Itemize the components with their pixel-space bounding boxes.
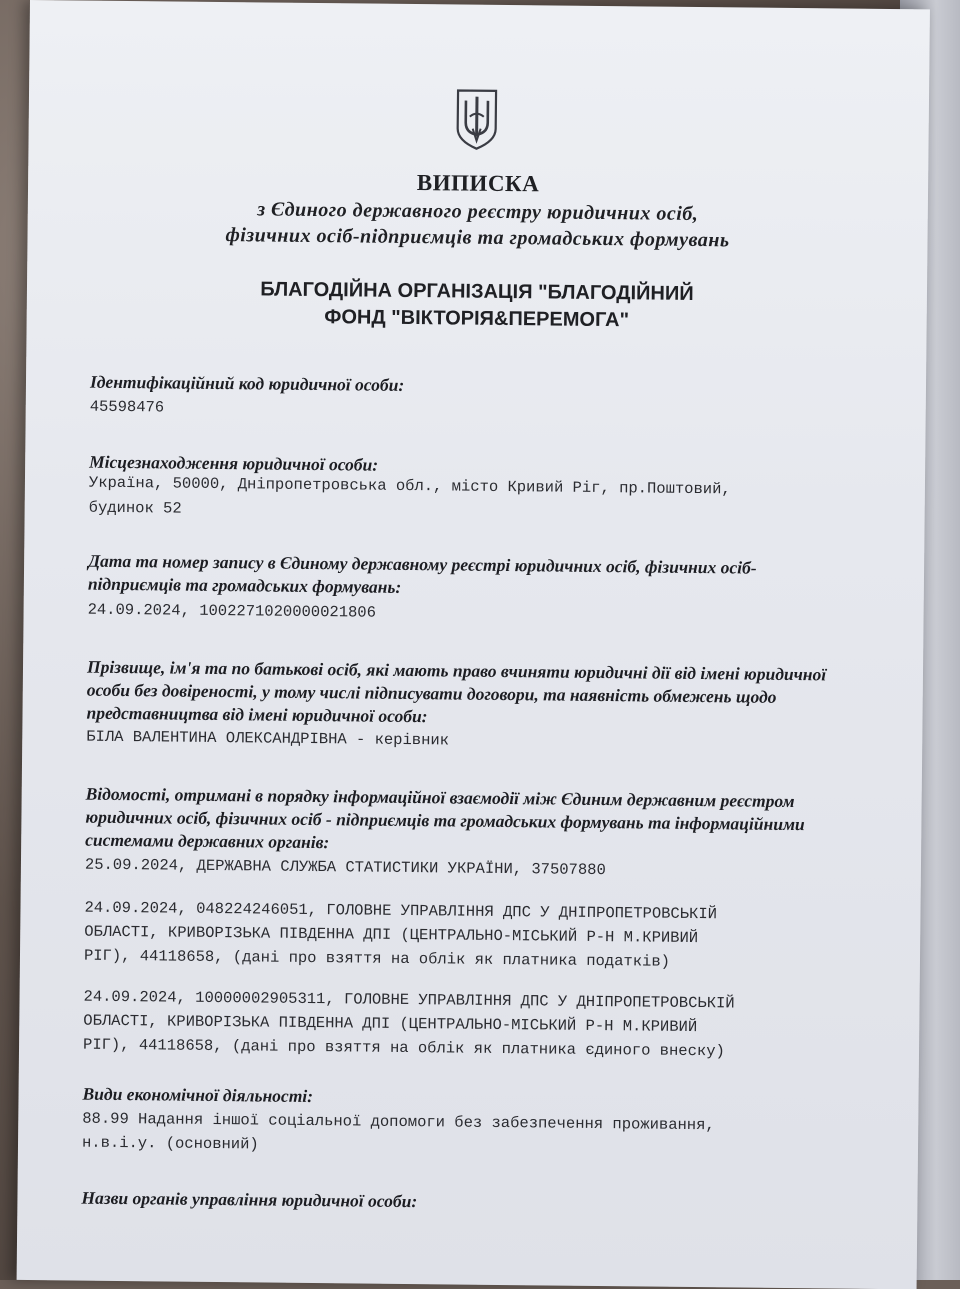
registration-value: 24.09.2024, 1002271020000021806 — [87, 600, 377, 622]
id-code-value: 45598476 — [89, 397, 165, 417]
info-exchange-entry3-line3: РІГ), 44118658, (дані про взяття на облік як платника єдиного внеску) — [82, 1035, 725, 1061]
location-label: Місцезнаходження юридичної особи: — [89, 451, 379, 475]
trident-emblem-icon — [453, 88, 500, 150]
governing-bodies-label: Назви органів управління юридичної особи: — [81, 1187, 418, 1212]
authorized-label-line2: особи без довіреності, у тому числі підписувати договори, та наявність обмежень щодо — [86, 679, 777, 707]
info-exchange-label-line3: системами державних органів: — [85, 829, 330, 853]
document-subheading-line2: фізичних осіб-підприємців та громадських формувань — [225, 224, 730, 252]
info-exchange-entry3-line2: ОБЛАСТІ, КРИВОРІЗЬКА ПІВДЕННА ДПІ (ЦЕНТРАЛЬНО-МІСЬКИЙ Р-Н М.КРИВИЙ — [83, 1011, 698, 1037]
location-value-line1: Україна, 50000, Дніпропетровська обл., місто Кривий Ріг, пр.Поштовий, — [88, 473, 731, 499]
info-exchange-label-line1: Відомості, отримані в порядку інформаційної взаємодії між Єдиним державним реєстром — [85, 783, 795, 812]
location-value-line2: будинок 52 — [88, 498, 182, 518]
info-exchange-entry2-line1: 24.09.2024, 048224246051, ГОЛОВНЕ УПРАВЛІННЯ ДПС У ДНІПРОПЕТРОВСЬКІЙ — [84, 898, 718, 924]
authorized-value: БІЛА ВАЛЕНТИНА ОЛЕКСАНДРІВНА - керівник — [86, 727, 450, 750]
info-exchange-label-line2: юридичних осіб, фізичних осіб - підприємців та громадських формувань та інформаційними — [85, 806, 805, 835]
activities-value-line2: н.в.і.у. (основний) — [81, 1133, 259, 1154]
registration-label-line1: Дата та номер запису в Єдиному державному реєстрі юридичних осіб, фізичних осіб- — [88, 550, 757, 578]
authorized-label-line1: Прізвище, ім'я та по батькові осіб, які мають право вчиняти юридичні дії від імені юридичної — [86, 656, 827, 685]
info-exchange-entry2-line3: РІГ), 44118658, (дані про взяття на облік як платника податків) — [83, 946, 671, 971]
registration-label-line2: підприємців та громадських формувань: — [87, 573, 402, 597]
authorized-label-line3: представництва від імені юридичної особи: — [86, 702, 428, 727]
info-exchange-entry2-line2: ОБЛАСТІ, КРИВОРІЗЬКА ПІВДЕННА ДПІ (ЦЕНТРАЛЬНО-МІСЬКИЙ Р-Н М.КРИВИЙ — [84, 922, 699, 948]
id-code-label: Ідентифікаційний код юридичної особи: — [89, 371, 405, 395]
info-exchange-entry1: 25.09.2024, ДЕРЖАВНА СЛУЖБА СТАТИСТИКИ УКРАЇНИ, 37507880 — [84, 855, 606, 880]
org-name-line1: БЛАГОДІЙНА ОРГАНІЗАЦІЯ "БЛАГОДІЙНИЙ — [260, 278, 694, 305]
info-exchange-entry3-line1: 24.09.2024, 10000002905311, ГОЛОВНЕ УПРАВЛІННЯ ДПС У ДНІПРОПЕТРОВСЬКІЙ — [83, 987, 735, 1013]
document-heading: ВИПИСКА — [416, 170, 540, 197]
org-name-line2: ФОНД "ВІКТОРІЯ&ПЕРЕМОГА" — [324, 306, 630, 332]
activities-label: Види економічної діяльності: — [82, 1083, 314, 1107]
activities-value-line1: 88.99 Надання іншої соціальної допомоги без забезпечення проживання, — [82, 1109, 715, 1135]
document-subheading-line1: з Єдиного державного реєстру юридичних осіб, — [257, 198, 699, 226]
document-sheet — [17, 0, 930, 1289]
